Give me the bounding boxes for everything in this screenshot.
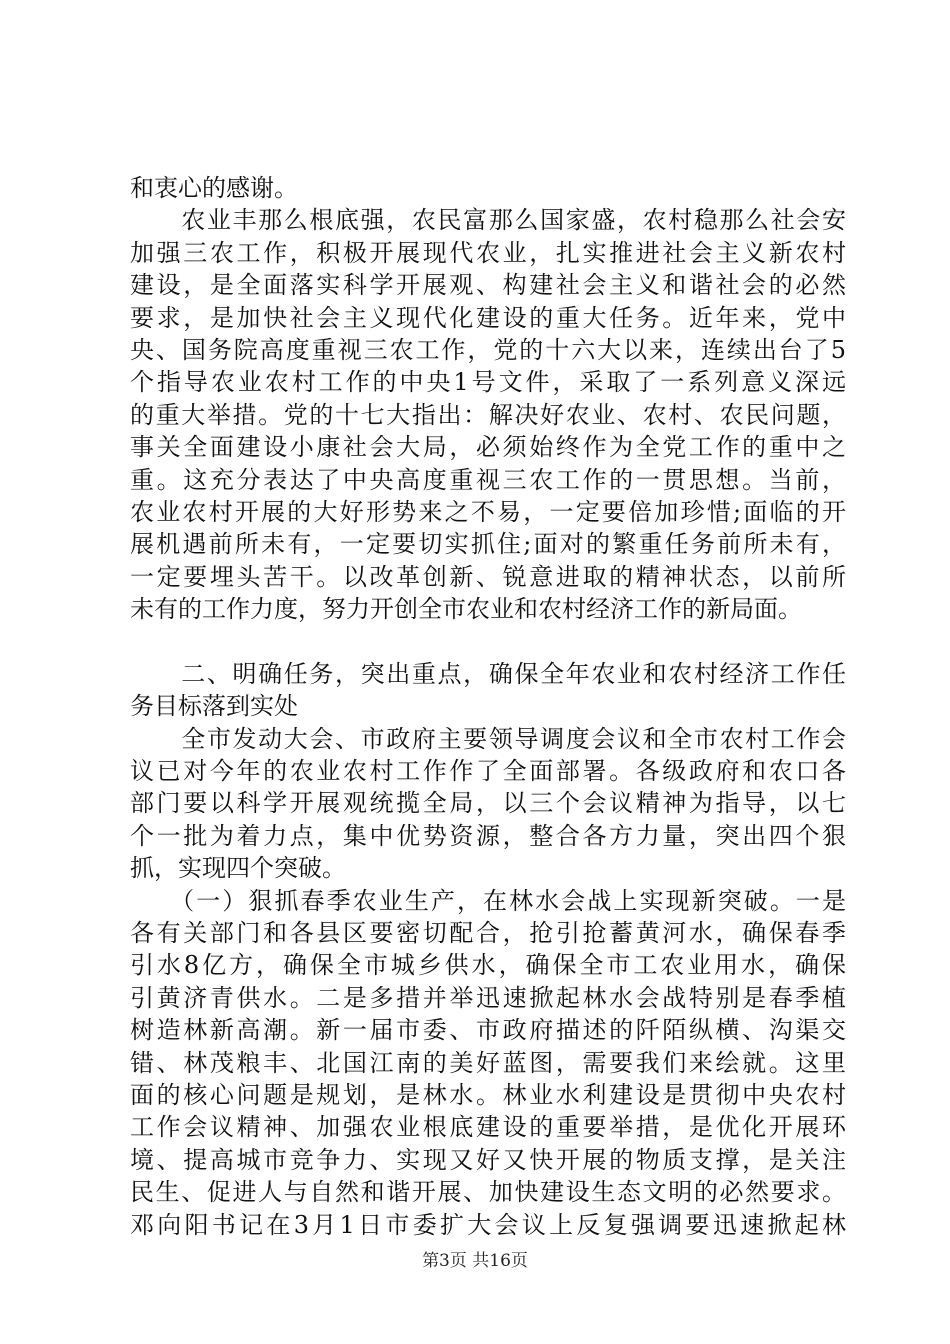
text-line: 工作会议精神、加强农业根底建设的重要举措，是优化开展环 — [130, 1113, 846, 1142]
text-line: （一）狠抓春季农业生产，在林水会战上实现新突破。一是 — [130, 886, 846, 915]
text-line: 务目标落到实处 — [130, 692, 298, 721]
body-text — [130, 172, 846, 1241]
text-line: 各有关部门和各县区要密切配合，抢引抢蓄黄河水，确保春季 — [130, 918, 846, 947]
text-line: 个指导农业农村工作的中央1号文件，采取了一系列意义深远 — [130, 368, 846, 397]
text-line: 和衷心的感谢。 — [130, 174, 298, 202]
paragraph-gap — [130, 625, 846, 657]
text-line: 引黄济青供水。二是多措并举迅速掀起林水会战特别是春季植 — [130, 983, 846, 1012]
text-line: 展机遇前所未有，一定要切实抓住;面对的繁重任务前所未有， — [130, 530, 846, 559]
text-line: 个一批为着力点，集中优势资源，整合各方力量，突出四个狠 — [130, 821, 846, 850]
text-line: 部门要以科学开展观统揽全局，以三个会议精神为指导，以七 — [130, 789, 846, 818]
text-line: 事关全面建设小康社会大局，必须始终作为全党工作的重中之 — [130, 433, 846, 462]
text-line: 民生、促进人与自然和谐开展、加快建设生态文明的必然要求。 — [130, 1178, 846, 1207]
text-line: 抓，实现四个突破。 — [130, 854, 346, 883]
text-line: 农业农村开展的大好形势来之不易，一定要倍加珍惜;面临的开 — [130, 497, 846, 526]
text-line: 面的核心问题是规划，是林水。林业水利建设是贯彻中央农村 — [130, 1080, 846, 1109]
text-line: 建设，是全面落实科学开展观、构建社会主义和谐社会的必然 — [130, 271, 846, 300]
text-line: 二、明确任务，突出重点，确保全年农业和农村经济工作任 — [130, 659, 846, 688]
text-line: 邓向阳书记在3月1日市委扩大会议上反复强调要迅速掀起林 — [130, 1210, 846, 1239]
text-line: 引水8亿方，确保全市城乡供水，确保全市工农业用水，确保 — [130, 951, 846, 980]
text-line: 农业丰那么根底强，农民富那么国家盛，农村稳那么社会安 — [130, 206, 846, 235]
text-line: 境、提高城市竞争力、实现又好又快开展的物质支撑，是关注 — [130, 1145, 846, 1174]
text-line: 一定要埋头苦干。以改革创新、锐意进取的精神状态，以前所 — [130, 562, 846, 591]
page-footer: 第3页 共16页 — [422, 1251, 528, 1271]
text-line: 全市发动大会、市政府主要领导调度会议和全市农村工作会 — [130, 724, 846, 753]
text-line: 要求，是加快社会主义现代化建设的重大任务。近年来，党中 — [130, 303, 846, 332]
text-line: 未有的工作力度，努力开创全市农业和农村经济工作的新局面。 — [130, 595, 802, 624]
text-line: 加强三农工作，积极开展现代农业，扎实推进社会主义新农村 — [130, 238, 846, 267]
text-line: 的重大举措。党的十七大指出：解决好农业、农村、农民问题， — [130, 400, 846, 429]
text-line: 错、林茂粮丰、北国江南的美好蓝图，需要我们来绘就。这里 — [130, 1048, 846, 1077]
text-line: 树造林新高潮。新一届市委、市政府描述的阡陌纵横、沟渠交 — [130, 1016, 846, 1045]
text-line: 议已对今年的农业农村工作作了全面部署。各级政府和农口各 — [130, 757, 846, 786]
text-line: 重。这充分表达了中央高度重视三农工作的一贯思想。当前， — [130, 465, 846, 494]
text-line: 央、国务院高度重视三农工作，党的十六大以来，连续出台了5 — [130, 335, 846, 364]
